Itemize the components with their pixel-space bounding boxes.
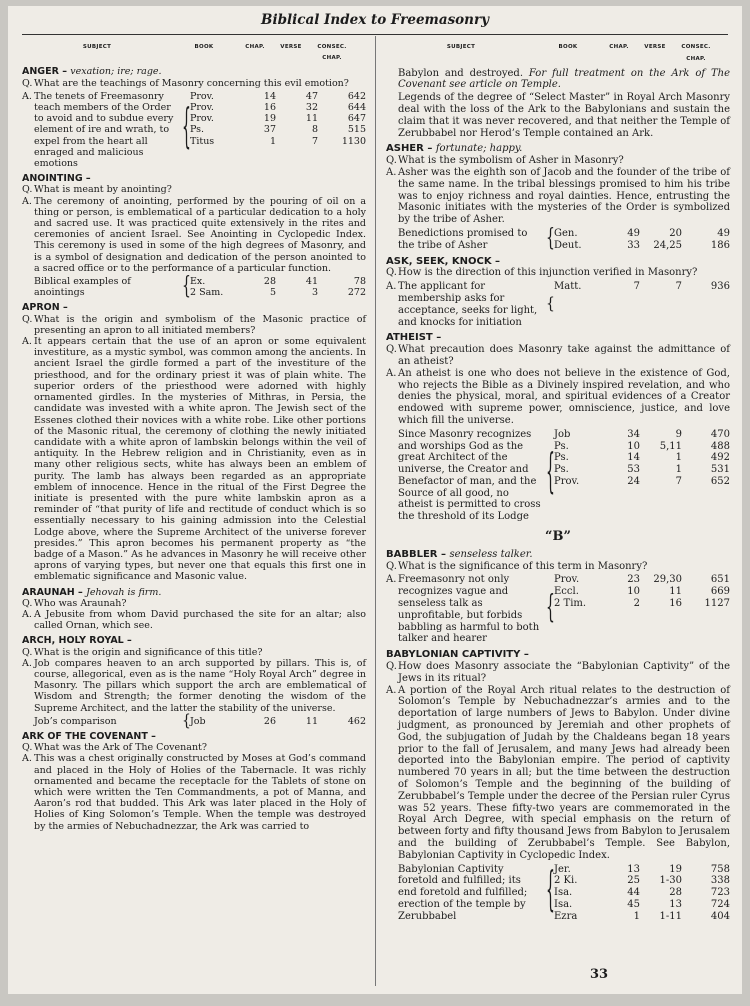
brace: { bbox=[546, 590, 555, 627]
left-entries bbox=[22, 66, 366, 831]
question bbox=[386, 561, 730, 573]
brace: { bbox=[182, 101, 191, 156]
reference-description: Freemasonry not only recognizes vague and senseless talk as unprofitable, but forbids babbling as harmful to both talker and hearer bbox=[398, 574, 540, 645]
question-text: What is the origin and symbolism of the Masonic practice of presenting an apron to all initiated members? bbox=[34, 313, 366, 336]
ref-verse: 1-30 bbox=[659, 875, 682, 887]
reference-rows bbox=[190, 716, 366, 727]
question bbox=[22, 314, 366, 336]
scripture-reference bbox=[22, 91, 366, 169]
ref-book: Ps. bbox=[554, 440, 569, 452]
term-definition: fortunate; happy. bbox=[435, 143, 523, 155]
reference-row bbox=[554, 574, 730, 586]
header-subject: SUBJECT bbox=[82, 44, 112, 50]
ref-verse: 1-11 bbox=[659, 910, 682, 922]
question-text: What is the significance of this term in Masonry? bbox=[398, 560, 648, 572]
scripture-reference bbox=[34, 711, 366, 730]
question-text: What are the teachings of Masonry concerning this evil emotion? bbox=[34, 77, 349, 89]
index-entry bbox=[386, 256, 730, 329]
ref-chapter: 10 bbox=[627, 586, 640, 598]
answer bbox=[22, 753, 366, 831]
term-name: ASHER – bbox=[386, 143, 433, 155]
answer bbox=[22, 609, 366, 631]
reference-rows bbox=[554, 281, 730, 328]
brace: { bbox=[546, 294, 555, 314]
question-label: Q. bbox=[22, 742, 33, 754]
ref-verse: 7 bbox=[675, 475, 682, 487]
answer-label: A. bbox=[22, 753, 32, 765]
entry-term bbox=[386, 649, 730, 661]
book-page bbox=[8, 6, 742, 994]
header-verse: VERSE bbox=[644, 44, 666, 50]
question-text: How is the direction of this injunction verified in Masonry? bbox=[398, 267, 698, 279]
answer bbox=[386, 167, 730, 226]
right-b-entries bbox=[386, 549, 730, 923]
ref-verse: 13 bbox=[669, 898, 682, 910]
ref-consecutive-chapter: 642 bbox=[347, 90, 366, 102]
ref-consecutive-chapter: 723 bbox=[710, 887, 730, 899]
reference-table bbox=[546, 429, 730, 523]
ref-chapter: 25 bbox=[627, 875, 640, 887]
index-entry bbox=[22, 302, 366, 582]
answer bbox=[22, 658, 366, 714]
ref-consecutive-chapter: 724 bbox=[710, 898, 730, 910]
ref-chapter: 5 bbox=[269, 287, 276, 299]
reference-row bbox=[554, 476, 730, 488]
ref-chapter: 14 bbox=[627, 452, 640, 464]
ref-book: 2 Tim. bbox=[554, 598, 587, 610]
reference-description: Job’s comparison bbox=[34, 715, 117, 727]
ref-book: Matt. bbox=[554, 281, 582, 293]
answer-text: Job compares heaven to an arch supported by pillars. This is, of course, allegorical, even as is the name “Holy Royal Arch” degree in Masonry. The pillars which support the arch are emblematical of Wisdom and Strength; the former denoting the wisdom of the Supreme Architect, and the latter the stability of the universe. bbox=[34, 657, 366, 714]
ref-consecutive-chapter: 338 bbox=[710, 875, 730, 887]
reference-row bbox=[190, 716, 366, 727]
index-entry bbox=[22, 635, 366, 730]
ref-consecutive-chapter: 1130 bbox=[341, 135, 366, 147]
ref-verse: 41 bbox=[305, 276, 318, 288]
question-text: What is meant by anointing? bbox=[34, 184, 172, 196]
term-name: ASK, SEEK, KNOCK – bbox=[386, 255, 501, 267]
ref-book: Ps. bbox=[190, 124, 205, 136]
reference-rows bbox=[554, 864, 730, 923]
ref-chapter: 28 bbox=[263, 276, 276, 288]
reference-description: Babylonian Captivity foretold and fulfilled; its end foretold and fulfilled; erection of the temple by Zerubbabel bbox=[398, 863, 528, 922]
question bbox=[386, 155, 730, 167]
ref-consecutive-chapter: 758 bbox=[710, 863, 730, 875]
ref-consecutive-chapter: 531 bbox=[710, 464, 730, 476]
reference-description: Benedictions promised to the tribe of Asher bbox=[398, 227, 528, 251]
ref-chapter: 45 bbox=[627, 898, 640, 910]
ref-chapter: 1 bbox=[633, 910, 640, 922]
answer-text: A portion of the Royal Arch ritual relates to the destruction of Solomon’s Temple by Nebuchadnezzar’s armies and to the deportation of large numbers of Jews to Babylon. Under divine judgment, as pronounced by Jeremiah and other prophets of God, the subjugation of Judah by the Chaldeans began 18 years prior to the fall of Jerusalem, and many Jews had already been deported into the Babylonian empire. The period of captivity numbered 70 years in all; but the time between the destruction of Solomon’s Temple and the beginning of the building of Zerubbabel’s Temple under the decree of the Persian ruler Cyrus was 52 years. These fifty-two years are commemorated in the Royal Arch Degree, with special emphasis on the return of between forty and fifty thousand Jews from Babylon to Jerusalem and the building of Zerubbabel’s Temple. See Babylon, Babylonian Captivity in Cyclopedic Index. bbox=[398, 684, 730, 861]
ref-chapter: 49 bbox=[627, 227, 640, 239]
reference-table bbox=[546, 574, 730, 645]
question bbox=[22, 742, 366, 753]
reference-row bbox=[190, 287, 366, 298]
ref-consecutive-chapter: 651 bbox=[710, 574, 730, 586]
ref-consecutive-chapter: 78 bbox=[353, 276, 366, 288]
ref-consecutive-chapter: 470 bbox=[710, 428, 730, 440]
brace: { bbox=[546, 447, 555, 502]
ref-book: Job bbox=[190, 715, 206, 727]
answer-text: The ceremony of anointing, performed by the pouring of oil on a thing or person, is emblematical of a particular dedication to a holy and sacred use. It was practiced quite extensively in the rites and ceremonies of ancient Israel. See Anointing in Cyclopedic Index. This ceremony is used in some of the high degrees of Masonry, and is a symbol of designation and dedication of the person anointed to a sacred office or to the performance of a particular function. bbox=[34, 195, 366, 274]
question-label: Q. bbox=[386, 344, 397, 356]
ref-verse: 28 bbox=[669, 887, 682, 899]
question bbox=[386, 344, 730, 368]
reference-rows bbox=[554, 429, 730, 523]
ref-verse: 7 bbox=[675, 281, 682, 293]
brace: { bbox=[182, 272, 191, 301]
reference-row bbox=[190, 276, 366, 287]
page-title: Biblical Index to Freemasonry bbox=[261, 12, 489, 28]
question-label: Q. bbox=[22, 313, 33, 325]
scripture-reference bbox=[398, 429, 730, 523]
question-label: Q. bbox=[22, 597, 33, 609]
header-chap: CHAP. bbox=[609, 44, 629, 50]
reference-row bbox=[554, 240, 730, 252]
term-name: ANOINTING – bbox=[22, 173, 91, 185]
answer-label: A. bbox=[22, 195, 32, 207]
answer-label: A. bbox=[386, 281, 397, 293]
ref-book: Prov. bbox=[190, 113, 214, 125]
reference-table bbox=[182, 91, 366, 169]
ref-consecutive-chapter: 644 bbox=[347, 102, 366, 114]
answer bbox=[386, 685, 730, 862]
reference-row bbox=[190, 113, 366, 124]
reference-row bbox=[554, 441, 730, 453]
column-header bbox=[386, 42, 730, 66]
question-label: Q. bbox=[22, 77, 33, 89]
ref-verse: 11 bbox=[305, 113, 318, 125]
ref-verse: 1 bbox=[675, 452, 682, 464]
question-label: Q. bbox=[386, 661, 397, 673]
reference-description: The applicant for membership asks for acceptance, seeks for light, and knocks for initiation bbox=[398, 281, 538, 328]
reference-table bbox=[546, 864, 730, 923]
reference-description: The tenets of Freemasonry teach members of the Order to avoid and to subdue every element of ire and wrath, to expel from the heart all enraged and malicious emotions bbox=[34, 90, 174, 170]
answer-label: A. bbox=[386, 684, 397, 696]
term-definition: senseless talker. bbox=[449, 548, 533, 560]
ref-book: Titus bbox=[190, 135, 215, 147]
ref-consecutive-chapter: 652 bbox=[710, 475, 730, 487]
ref-consecutive-chapter: 492 bbox=[710, 452, 730, 464]
ref-book: Jer. bbox=[554, 863, 571, 875]
reference-description: Since Masonry recognizes and worships God as the great Architect of the universe, the Creator and Benefactor of man, and the Source of all good, no atheist is permitted to cross the threshold of its Lodge bbox=[398, 428, 541, 523]
left-column bbox=[22, 42, 366, 836]
reference-row bbox=[554, 452, 730, 464]
reference-table bbox=[182, 272, 366, 301]
ref-consecutive-chapter: 272 bbox=[347, 287, 366, 299]
question bbox=[22, 647, 366, 658]
term-name: ANGER – bbox=[22, 66, 67, 78]
term-name: BABYLONIAN CAPTIVITY – bbox=[386, 649, 529, 661]
ref-chapter: 53 bbox=[627, 464, 640, 476]
ref-chapter: 37 bbox=[263, 124, 276, 136]
answer-label: A. bbox=[22, 90, 32, 102]
reference-row bbox=[190, 124, 366, 135]
reference-table bbox=[182, 711, 366, 730]
header-book: BOOK bbox=[558, 44, 578, 50]
index-entry bbox=[22, 173, 366, 301]
brace: { bbox=[182, 711, 191, 730]
continued-text-italic: For full treatment on the Ark of The Covenant see article on Temple. bbox=[398, 67, 731, 91]
reference-row bbox=[554, 586, 730, 598]
ref-book: Deut. bbox=[554, 239, 582, 251]
reference-row bbox=[554, 887, 730, 899]
question-text: What precaution does Masonry take against the admittance of an atheist? bbox=[398, 344, 730, 367]
ref-chapter: 10 bbox=[627, 440, 640, 452]
ref-consecutive-chapter: 404 bbox=[710, 910, 730, 922]
ref-chapter: 7 bbox=[633, 281, 640, 293]
brace: { bbox=[546, 864, 555, 919]
scripture-reference bbox=[398, 225, 730, 253]
answer-text: It appears certain that the use of an apron or some equivalent investiture, as a mystic symbol, was common among the ancients. In ancient Israel the girdle formed a part of the investiture of the priesthood, and for the ordinary priest it was of plain white. The superior orders of the priesthood were adorned with highly ornamented girdles. In the mysteries of Mithras, in Persia, the candidate was invested with a white apron. The Jewish sect of the Essenes clothed their novices with a white robe. Like other portions of the Masonic ritual, the ceremony of clothing the newly initiated candidate with a white apron of lambskin belongs within the veil of antiquity. In the Hebrew religion and in Christianity, even as in many other religious sects, white has always been an emblem of purity. The lamb has always been regarded as an appropriate emblem of innocence. Hence in the ritual of the First Degree the initiate is presented with the pure white lambskin apron as a reminder of “that purity of life and rectitude of conduct which is so essentially necessary to his gaining admission into the Celestial Lodge above, where the Supreme Architect of the universe forever presides.” This apron becomes his permanent property as “the badge of a Mason.” As he advances in Masonry he will receive other aprons of varying types, but never one that equals this first one in emblematic significance and Masonic value. bbox=[34, 336, 366, 583]
entry-term bbox=[22, 66, 366, 77]
entry-term bbox=[386, 549, 730, 561]
ref-chapter: 14 bbox=[263, 90, 276, 102]
ref-verse: 1 bbox=[675, 464, 682, 476]
answer bbox=[22, 336, 366, 582]
answer-label: A. bbox=[22, 608, 32, 620]
page-number: 33 bbox=[590, 967, 609, 982]
ref-verse: 24,25 bbox=[653, 239, 682, 251]
reference-row bbox=[554, 228, 730, 240]
ref-book: Ps. bbox=[554, 452, 569, 464]
term-name: ARK OF THE COVENANT – bbox=[22, 730, 156, 742]
continued-entry bbox=[386, 68, 730, 140]
ref-verse: 47 bbox=[305, 90, 318, 102]
ref-consecutive-chapter: 936 bbox=[710, 281, 730, 293]
reference-table bbox=[546, 225, 730, 253]
ref-book: 2 Ki. bbox=[554, 875, 578, 887]
reference-row bbox=[554, 911, 730, 923]
header-book: BOOK bbox=[194, 44, 214, 50]
ref-consecutive-chapter: 1127 bbox=[704, 598, 730, 610]
answer-label: A. bbox=[386, 367, 397, 379]
ref-verse: 3 bbox=[311, 287, 318, 299]
ref-chapter: 34 bbox=[627, 428, 640, 440]
term-name: ATHEIST – bbox=[386, 332, 442, 344]
ref-chapter: 13 bbox=[627, 863, 640, 875]
ref-chapter: 33 bbox=[627, 239, 640, 251]
entry-term bbox=[386, 256, 730, 268]
ref-verse: 19 bbox=[669, 863, 682, 875]
header-subject: SUBJECT bbox=[446, 44, 476, 50]
ref-verse: 11 bbox=[305, 715, 318, 727]
index-entry bbox=[22, 66, 366, 169]
continued-paragraph: Legends of the degree of “Select Master” in Royal Arch Masonry deal with the loss of the Ark to the Babylonians and sustain the claim that it was never recovered, and that neither the Temple of Zerubbabel nor Herod’s Temple contained an Ark. bbox=[398, 92, 730, 139]
index-entry bbox=[386, 332, 730, 523]
answer-label: A. bbox=[386, 574, 397, 586]
section-letter-b: “B” bbox=[545, 529, 571, 545]
term-name: ARAUNAH – bbox=[22, 586, 83, 598]
title-rule bbox=[22, 34, 728, 35]
scripture-reference bbox=[386, 574, 730, 645]
answer-text: A Jebusite from whom David purchased the site for an altar; also called Ornan, which see. bbox=[34, 608, 366, 632]
ref-verse: 16 bbox=[669, 598, 682, 610]
reference-row bbox=[554, 899, 730, 911]
question bbox=[22, 184, 366, 195]
answer-text: Asher was the eighth son of Jacob and the founder of the tribe of the same name. In the tribal blessings promised to him his tribe was to enjoy richness and royal dainties. Hence, entrusting the Masonic initiates with the mysteries of the Order is symbolized by the tribe of Asher. bbox=[398, 166, 730, 226]
answer bbox=[22, 196, 366, 274]
question-text: Who was Araunah? bbox=[34, 597, 127, 609]
header-consec: CONSEC. CHAP. bbox=[317, 44, 347, 62]
reference-row bbox=[190, 136, 366, 147]
ref-verse: 20 bbox=[669, 227, 682, 239]
question-text: How does Masonry associate the “Babylonian Captivity” of the Jews in its ritual? bbox=[398, 661, 730, 684]
question-label: Q. bbox=[386, 155, 397, 167]
ref-chapter: 2 bbox=[633, 598, 640, 610]
reference-row bbox=[190, 102, 366, 113]
answer-label: A. bbox=[22, 657, 32, 669]
question-label: Q. bbox=[386, 267, 397, 279]
reference-description: Biblical examples of anointings bbox=[34, 276, 131, 299]
ref-consecutive-chapter: 462 bbox=[347, 715, 366, 727]
entry-term bbox=[386, 332, 730, 344]
question-text: What is the symbolism of Asher in Masonry? bbox=[398, 155, 624, 167]
reference-rows bbox=[190, 276, 366, 298]
ref-verse: 29,30 bbox=[653, 574, 682, 586]
reference-rows bbox=[554, 228, 730, 252]
ref-consecutive-chapter: 488 bbox=[710, 440, 730, 452]
ref-book: Prov. bbox=[190, 90, 214, 102]
entry-term bbox=[22, 587, 366, 598]
ref-chapter: 26 bbox=[263, 715, 276, 727]
ref-book: Gen. bbox=[554, 227, 578, 239]
index-entry bbox=[22, 587, 366, 632]
reference-row bbox=[554, 464, 730, 476]
column-header bbox=[22, 42, 366, 64]
reference-row bbox=[190, 91, 366, 102]
term-definition: vexation; ire; rage. bbox=[70, 66, 162, 78]
entry-term bbox=[22, 635, 366, 646]
question bbox=[22, 598, 366, 609]
ref-book: Job bbox=[554, 428, 571, 440]
reference-table bbox=[546, 281, 730, 328]
answer-label: A. bbox=[386, 166, 397, 178]
reference-rows bbox=[190, 91, 366, 169]
entry-term bbox=[22, 302, 366, 313]
index-entry bbox=[386, 549, 730, 645]
question-label: Q. bbox=[22, 184, 33, 196]
scripture-reference bbox=[34, 272, 366, 301]
right-entries bbox=[386, 143, 730, 523]
scripture-reference bbox=[386, 281, 730, 328]
question-text: What was the Ark of The Covenant? bbox=[34, 742, 207, 754]
ref-chapter: 16 bbox=[263, 102, 276, 114]
entry-term bbox=[22, 173, 366, 184]
ref-chapter: 23 bbox=[627, 574, 640, 586]
reference-row bbox=[554, 281, 730, 293]
ref-chapter: 24 bbox=[627, 475, 640, 487]
term-name: APRON – bbox=[22, 302, 68, 314]
answer-text: An atheist is one who does not believe in the existence of God, who rejects the Bible as a Divinely inspired revelation, and who denies the physical, moral, and spiritual evidences of a Creator endowed with supreme power, omniscience, justice, and love which fill the universe. bbox=[398, 367, 730, 426]
ref-verse: 5,11 bbox=[659, 440, 682, 452]
ref-book: Ps. bbox=[554, 464, 569, 476]
question-text: What is the origin and significance of this title? bbox=[34, 646, 263, 658]
answer-label: A. bbox=[22, 336, 32, 348]
entry-term bbox=[386, 143, 730, 155]
continued-text: Babylon and destroyed. bbox=[398, 67, 524, 79]
header-chap: CHAP. bbox=[245, 44, 265, 50]
question bbox=[386, 661, 730, 685]
ref-verse: 32 bbox=[305, 102, 318, 114]
ref-verse: 7 bbox=[311, 135, 318, 147]
ref-book: Ezra bbox=[554, 910, 578, 922]
term-definition: Jehovah is firm. bbox=[86, 586, 162, 598]
ref-consecutive-chapter: 515 bbox=[347, 124, 366, 136]
entry-term bbox=[22, 731, 366, 742]
scripture-reference bbox=[398, 864, 730, 923]
ref-consecutive-chapter: 186 bbox=[710, 239, 730, 251]
reference-rows bbox=[554, 574, 730, 645]
index-entry bbox=[22, 731, 366, 832]
index-entry bbox=[386, 649, 730, 922]
reference-row bbox=[554, 864, 730, 876]
question bbox=[22, 78, 366, 89]
ref-consecutive-chapter: 49 bbox=[717, 227, 730, 239]
reference-row bbox=[554, 429, 730, 441]
term-name: BABBLER – bbox=[386, 548, 446, 560]
header-verse: VERSE bbox=[280, 44, 302, 50]
question-label: Q. bbox=[386, 560, 397, 572]
ref-consecutive-chapter: 647 bbox=[347, 113, 366, 125]
question bbox=[386, 267, 730, 279]
ref-book: Prov. bbox=[554, 475, 580, 487]
ref-book: Isa. bbox=[554, 898, 573, 910]
ref-verse: 11 bbox=[669, 586, 682, 598]
brace: { bbox=[546, 225, 555, 253]
ref-book: Prov. bbox=[190, 102, 214, 114]
header-consec: CONSEC. CHAP. bbox=[681, 44, 711, 62]
right-column bbox=[386, 42, 730, 927]
ref-verse: 9 bbox=[675, 428, 682, 440]
term-name: ARCH, HOLY ROYAL – bbox=[22, 635, 132, 647]
reference-row bbox=[554, 875, 730, 887]
ref-book: Prov. bbox=[554, 574, 580, 586]
ref-chapter: 19 bbox=[263, 113, 276, 125]
ref-book: 2 Sam. bbox=[190, 287, 224, 299]
index-entry bbox=[386, 143, 730, 251]
ref-book: Eccl. bbox=[554, 586, 579, 598]
question-label: Q. bbox=[22, 646, 33, 658]
reference-row bbox=[554, 598, 730, 610]
answer-text: This was a chest originally constructed by Moses at God’s command and placed in the Holy of Holies of the Tabernacle. It was richly ornamented and became the receptacle for the Tablets of stone on which were written the Ten Commandments, a pot of Manna, and Aaron’s rod that budded. This Ark was later placed in the Holy of Holies of King Solomon’s Temple. When the temple was destroyed by the armies of Nebuchadnezzar, the Ark was carried to bbox=[34, 753, 366, 832]
column-divider bbox=[375, 36, 376, 986]
ref-consecutive-chapter: 669 bbox=[710, 586, 730, 598]
ref-verse: 8 bbox=[311, 124, 318, 136]
ref-chapter: 44 bbox=[627, 887, 640, 899]
answer bbox=[386, 368, 730, 427]
ref-chapter: 1 bbox=[269, 135, 276, 147]
ref-book: Isa. bbox=[554, 887, 573, 899]
ref-book: Ex. bbox=[190, 276, 206, 288]
